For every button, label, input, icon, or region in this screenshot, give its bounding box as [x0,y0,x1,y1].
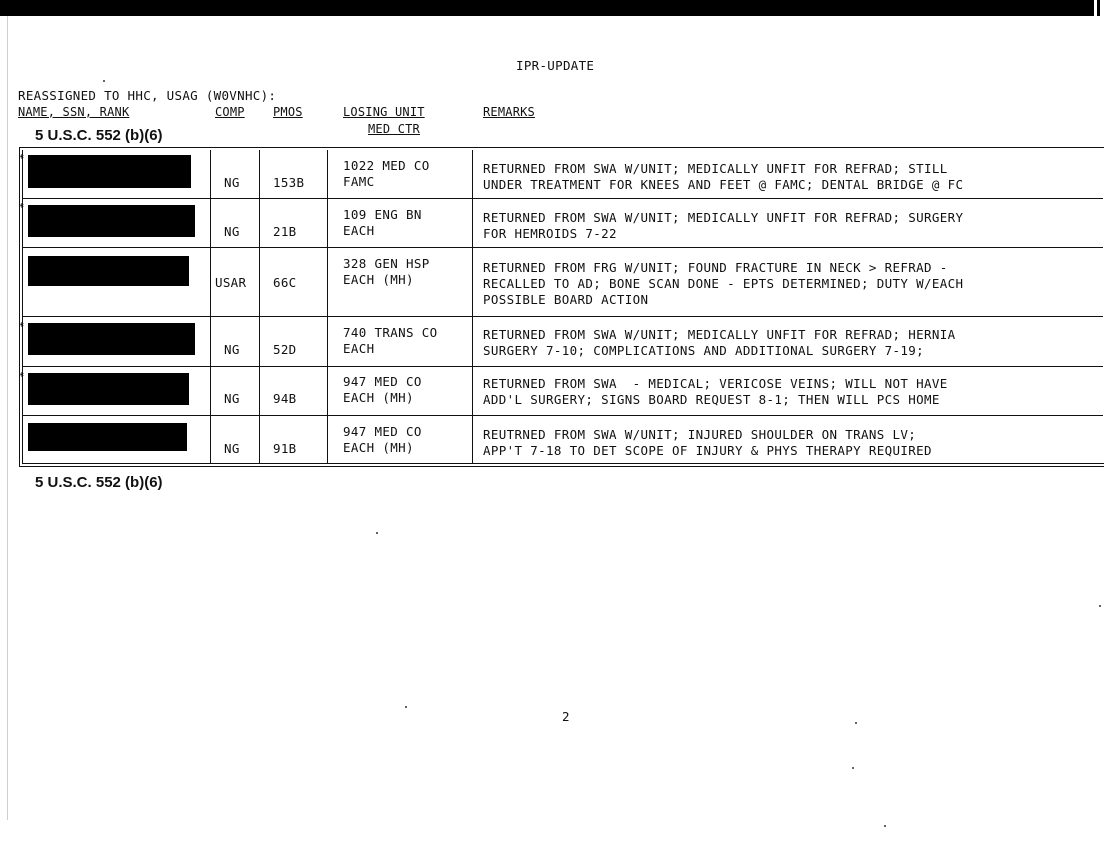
remarks-cell: RETURNED FROM SWA W/UNIT; MEDICALLY UNFIT FOR REFRAD; HERNIA SURGERY 7-10; COMPLICATIONS AND ADDITIONAL SURGERY 7-19; [483,327,956,358]
redaction-exemption-label-top: 5 U.S.C. 552 (b)(6) [35,127,163,144]
scan-top-bar [0,0,1094,16]
document-title: IPR-UPDATE [516,58,595,73]
scan-speck [103,80,105,82]
pmos-cell: 153B [273,175,305,190]
redacted-name-block [28,256,189,286]
column-header-comp: COMP [215,105,245,119]
row-asterisk: * [18,320,25,333]
pmos-cell: 66C [273,275,297,290]
pmos-cell: 91B [273,441,297,456]
losing-unit-cell: 109 ENG BN EACH [343,207,422,238]
comp-cell: NG [224,175,240,190]
pmos-cell: 52D [273,342,297,357]
column-divider [210,150,211,463]
remarks-cell: RETURNED FROM SWA - MEDICAL; VERICOSE VEINS; WILL NOT HAVE ADD'L SURGERY; SIGNS BOARD REQUEST 8-1; THEN WILL PCS HOME [483,376,948,407]
losing-unit-cell: 947 MED CO EACH (MH) [343,424,422,455]
row-divider [22,415,1103,416]
redacted-name-block [28,323,195,355]
losing-unit-cell: 328 GEN HSP EACH (MH) [343,256,430,287]
scan-speck [405,706,407,708]
remarks-cell: RETURNED FROM FRG W/UNIT; FOUND FRACTURE IN NECK > REFRAD - RECALLED TO AD; BONE SCAN DONE - EPTS DETERMINED; DUTY W/EACH POSSIBLE BOARD ACTION [483,260,964,307]
redacted-name-block [28,205,195,237]
page-number: 2 [562,709,570,724]
comp-cell: NG [224,391,240,406]
pmos-cell: 21B [273,224,297,239]
pmos-cell: 94B [273,391,297,406]
column-header-name: NAME, SSN, RANK [18,105,130,119]
scan-speck [376,532,378,534]
column-header-losing-unit: LOSING UNIT [343,105,425,119]
redacted-name-block [28,155,191,188]
scan-speck [1099,605,1101,607]
comp-cell: NG [224,224,240,239]
scan-speck [852,767,854,769]
scan-speck [855,722,857,724]
row-divider [22,366,1103,367]
comp-cell: USAR [215,275,247,290]
column-divider [259,150,260,463]
redacted-name-block [28,423,187,451]
remarks-cell: RETURNED FROM SWA W/UNIT; MEDICALLY UNFIT FOR REFRAD; SURGERY FOR HEMROIDS 7-22 [483,210,964,241]
comp-cell: NG [224,342,240,357]
comp-cell: NG [224,441,240,456]
scan-edge-mark [1097,0,1100,16]
row-divider [22,316,1103,317]
reassignment-heading: REASSIGNED TO HHC, USAG (W0VNHC): [18,88,277,103]
column-header-med-ctr: MED CTR [368,122,420,136]
column-header-remarks: REMARKS [483,105,535,119]
losing-unit-cell: 1022 MED CO FAMC [343,158,430,189]
redaction-exemption-label-bottom: 5 U.S.C. 552 (b)(6) [35,474,163,491]
remarks-cell: RETURNED FROM SWA W/UNIT; MEDICALLY UNFIT FOR REFRAD; STILL UNDER TREATMENT FOR KNEES AND FEET @ FAMC; DENTAL BRIDGE @ FC [483,161,964,192]
column-divider [472,150,473,463]
row-asterisk: * [18,152,25,165]
column-header-pmos: PMOS [273,105,303,119]
row-asterisk: * [18,370,25,383]
losing-unit-cell: 740 TRANS CO EACH [343,325,438,356]
scan-left-margin-line [7,16,8,820]
row-divider [22,198,1103,199]
row-asterisk: * [18,201,25,214]
scan-speck [884,825,886,827]
row-divider [22,247,1103,248]
redacted-name-block [28,373,189,405]
remarks-cell: REUTRNED FROM SWA W/UNIT; INJURED SHOULDER ON TRANS LV; APP'T 7-18 TO DET SCOPE OF INJURY & PHYS THERAPY REQUIRED [483,427,932,458]
column-divider [327,150,328,463]
losing-unit-cell: 947 MED CO EACH (MH) [343,374,422,405]
